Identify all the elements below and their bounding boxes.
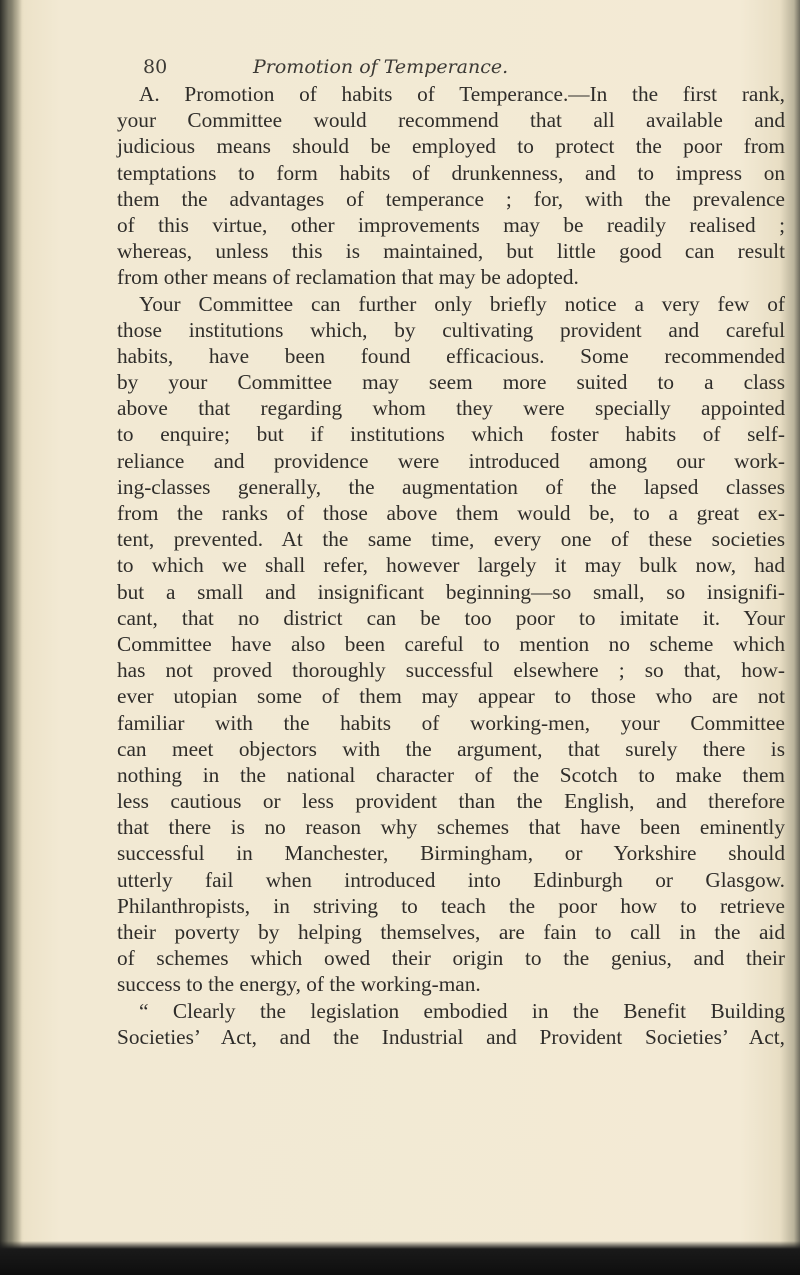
- text-line: by your Committee may seem more suited to a class: [117, 370, 785, 395]
- text-line: has not proved thoroughly successful elsewhere ; so that, how-: [117, 658, 785, 683]
- text-line: that there is no reason why schemes that have been eminently: [117, 815, 785, 840]
- text-line: less cautious or less provident than the English, and therefore: [117, 789, 785, 814]
- text-line: to which we shall refer, however largely it may bulk now, had: [117, 553, 785, 578]
- text-line: Your Committee can further only briefly notice a very few of: [139, 291, 785, 316]
- book-binding-shadow: [0, 0, 22, 1275]
- text-line: successful in Manchester, Birmingham, or Yorkshire should: [117, 841, 785, 866]
- text-line: success to the energy, of the working-man.: [117, 972, 481, 997]
- text-line: whereas, unless this is maintained, but little good can result: [117, 239, 785, 264]
- text-line: from other means of reclamation that may be adopted.: [117, 265, 579, 290]
- text-line: of schemes which owed their origin to the genius, and their: [117, 946, 785, 971]
- text-line: those institutions which, by cultivating provident and careful: [117, 317, 785, 342]
- running-head-title: Promotion of Temperance.: [253, 56, 509, 78]
- text-line: judicious means should be employed to protect the poor from: [117, 134, 785, 159]
- text-line: can meet objectors with the argument, that surely there is: [117, 736, 785, 761]
- text-line: familiar with the habits of working-men, your Committee: [117, 710, 785, 735]
- text-line: cant, that no district can be too poor to imitate it. Your: [117, 605, 785, 630]
- text-line: nothing in the national character of the Scotch to make them: [117, 762, 785, 787]
- text-line: temptations to form habits of drunkenness, and to impress on: [117, 160, 785, 185]
- text-line: them the advantages of temperance ; for, with the prevalence: [117, 186, 785, 211]
- text-line: to enquire; but if institutions which foster habits of self-: [117, 422, 785, 447]
- text-line: above that regarding whom they were specially appointed: [117, 396, 785, 421]
- text-line: tent, prevented. At the same time, every one of these societies: [117, 527, 785, 552]
- text-line: but a small and insignificant beginning—so small, so insignifi-: [117, 579, 785, 604]
- running-head: [143, 56, 743, 82]
- text-line: utterly fail when introduced into Edinburgh or Glasgow.: [117, 867, 785, 892]
- text-line: A. Promotion of habits of Temperance.—In the first rank,: [139, 82, 785, 106]
- text-line: ing-classes generally, the augmentation of the lapsed classes: [117, 474, 785, 499]
- text-line: ever utopian some of them may appear to those who are not: [117, 684, 785, 709]
- text-line: of this virtue, other improvements may be readily realised ;: [117, 212, 785, 237]
- text-line: Philanthropists, in striving to teach the poor how to retrieve: [117, 893, 785, 918]
- page-bottom-edge: [0, 1241, 800, 1275]
- text-line: from the ranks of those above them would be, to a great ex-: [117, 501, 785, 525]
- text-line: habits, have been found efficacious. Some recommended: [117, 343, 785, 368]
- text-line: Societies’ Act, and the Industrial and Provident Societies’ Act,: [117, 1024, 785, 1049]
- body-text: [117, 81, 785, 1050]
- text-line: “ Clearly the legislation embodied in the Benefit Building: [139, 998, 785, 1023]
- text-line: reliance and providence were introduced among our work-: [117, 448, 785, 473]
- text-line: your Committee would recommend that all available and: [117, 108, 785, 133]
- text-line: their poverty by helping themselves, are fain to call in the aid: [117, 920, 785, 944]
- text-line: Committee have also been careful to mention no scheme which: [117, 631, 785, 656]
- page-number: 80: [143, 56, 168, 78]
